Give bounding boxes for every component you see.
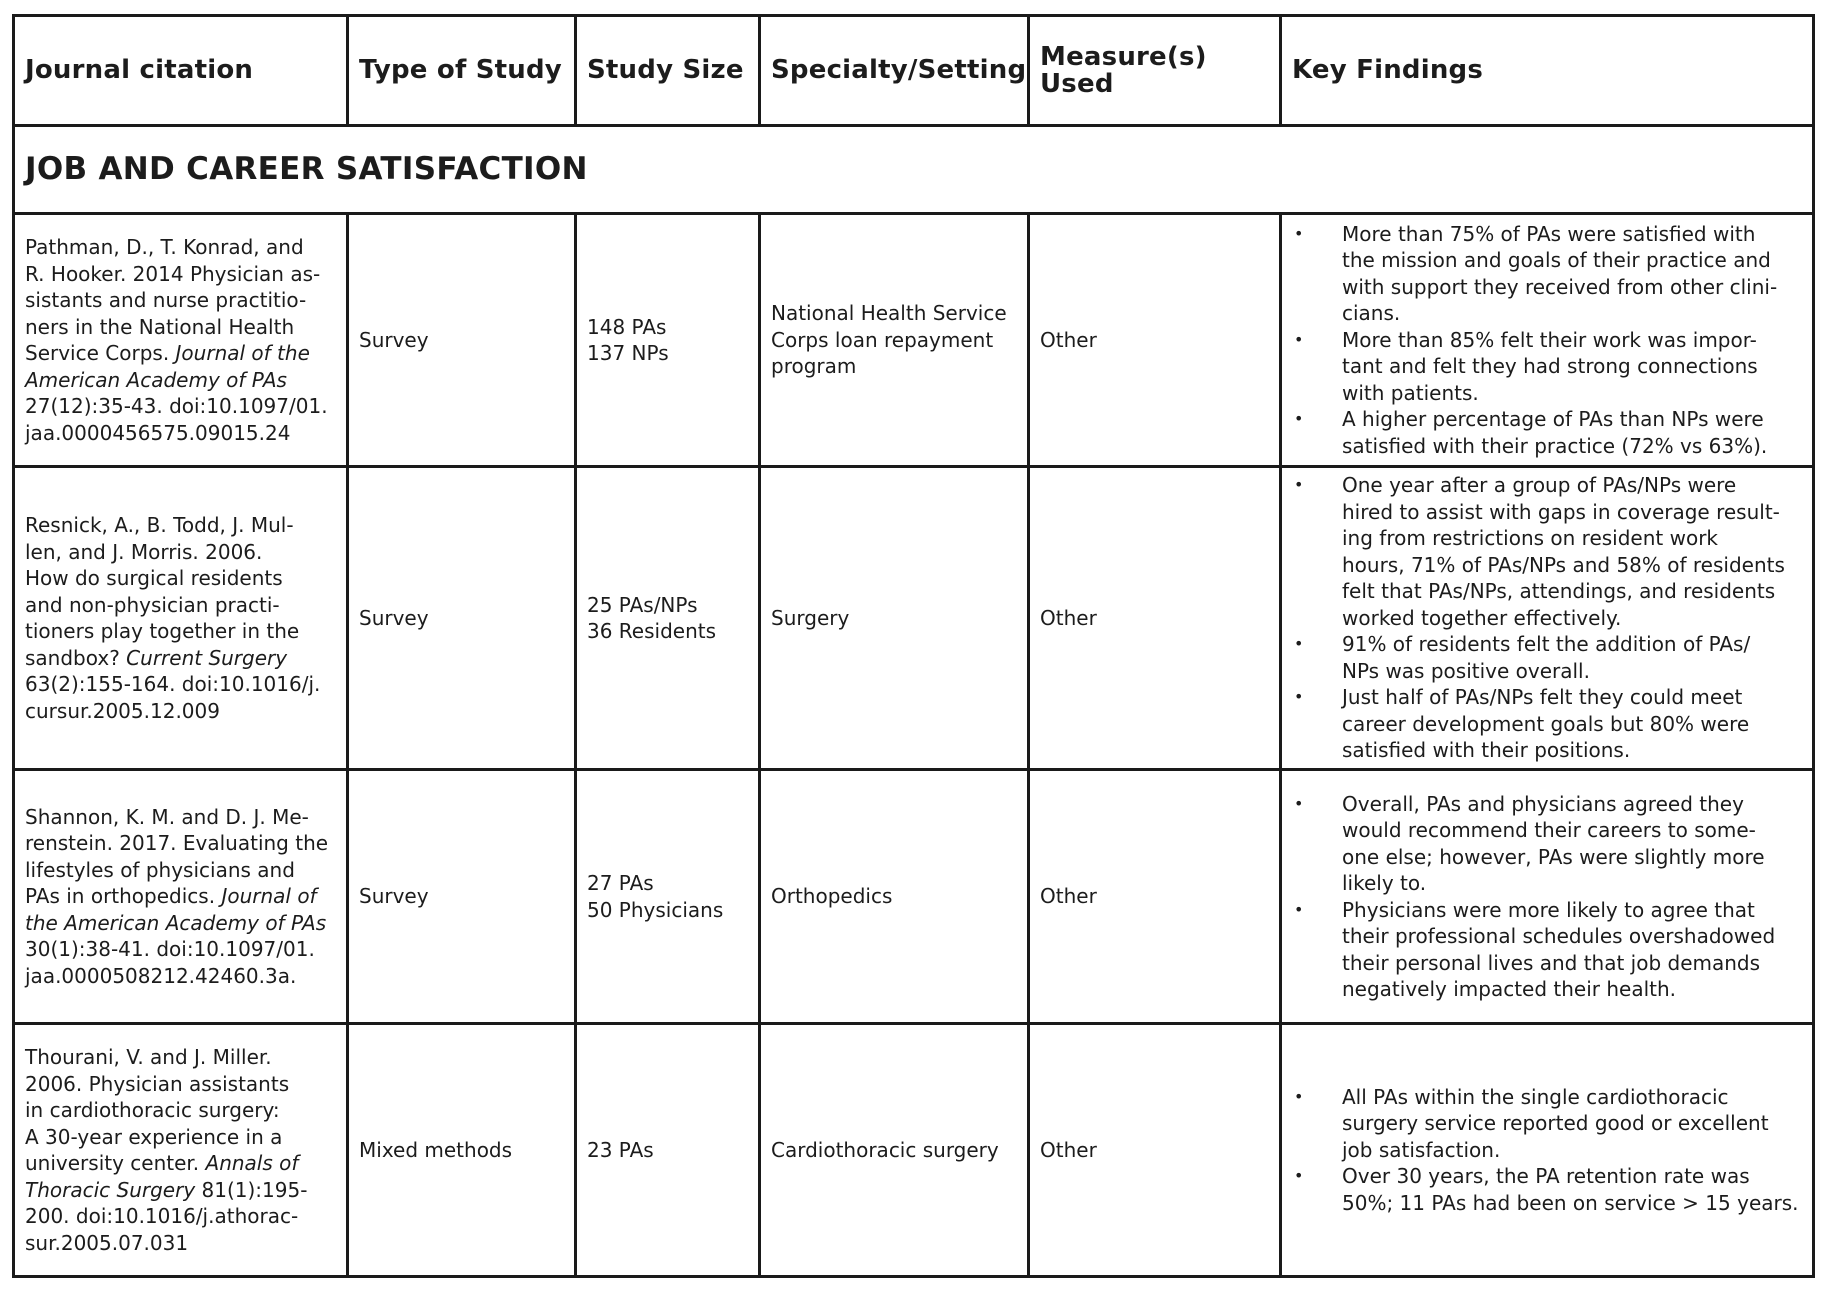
citation-line xyxy=(25,367,336,394)
citation-line: cursur.2005.12.009 xyxy=(25,698,220,723)
finding-line: surgery service reported good or excellent xyxy=(1342,1111,1769,1136)
citation-line: Thourani, V. and J. Miller. xyxy=(25,1045,272,1069)
citation-line: ners in the National Health xyxy=(25,314,295,339)
citation-journal: Thoracic Surgery xyxy=(25,1177,196,1202)
citation-journal: Journal of the xyxy=(175,341,310,365)
study-size-cell xyxy=(576,214,760,467)
finding-line: • More than 75% of PAs were satisfied with xyxy=(1342,221,1756,246)
key-findings-cell xyxy=(1281,467,1814,770)
finding-line: • More than 85% felt their work was impor- xyxy=(1342,327,1757,352)
citation-line: 30(1):38-41. doi:10.1097/01. xyxy=(25,937,315,962)
measure-cell: Other xyxy=(1029,770,1281,1024)
study-size-line: 27 PAs xyxy=(587,871,654,895)
header-row xyxy=(14,16,1814,126)
citation-text-plain: 81(1):195- xyxy=(195,1177,308,1202)
section-title: JOB AND CAREER SATISFACTION xyxy=(14,126,1814,214)
study-size-line: 25 PAs/NPs xyxy=(587,592,698,617)
citation-journal: Current Surgery xyxy=(126,645,288,670)
table-row xyxy=(14,1024,1814,1277)
citation-text-plain: PAs in orthopedics. xyxy=(25,884,222,909)
finding-line: • A higher percentage of PAs than NPs were xyxy=(1342,407,1764,432)
table-row xyxy=(14,467,1814,770)
citation-line: jaa.0000508212.42460.3a. xyxy=(25,963,297,988)
finding-line: with patients. xyxy=(1342,380,1479,405)
findings-list xyxy=(1292,1084,1802,1217)
citation-text-plain: university center. xyxy=(25,1151,206,1175)
finding-item xyxy=(1292,221,1802,327)
specialty-setting-line: Surgery xyxy=(771,605,850,630)
header-study-size: Study Size xyxy=(576,16,760,126)
citation-line: R. Hooker. 2014 Physician as- xyxy=(25,261,321,286)
citation-line: How do surgical residents xyxy=(25,566,283,590)
specialty-setting-cell xyxy=(760,1024,1029,1277)
specialty-setting-cell xyxy=(760,770,1029,1024)
finding-line: worked together effectively. xyxy=(1342,605,1622,630)
finding-line: • One year after a group of PAs/NPs were xyxy=(1342,473,1737,498)
study-type-cell: Mixed methods xyxy=(348,1024,576,1277)
study-type-cell: Survey xyxy=(348,770,576,1024)
measure-cell: Other xyxy=(1029,467,1281,770)
specialty-setting-line: program xyxy=(771,354,857,379)
study-size-line: 36 Residents xyxy=(587,619,717,643)
finding-item xyxy=(1292,1084,1802,1164)
citation-text xyxy=(25,512,336,724)
key-findings-cell xyxy=(1281,214,1814,467)
finding-line: tant and felt they had strong connections xyxy=(1342,354,1758,379)
study-size-lines xyxy=(587,870,748,923)
finding-line: NPs was positive overall. xyxy=(1342,658,1590,683)
study-size-lines xyxy=(587,592,748,645)
finding-line: their professional schedules overshadowed xyxy=(1342,924,1776,948)
table-row xyxy=(14,214,1814,467)
study-type-cell: Survey xyxy=(348,214,576,467)
citation-line: sistants and nurse practitio- xyxy=(25,288,307,312)
citation-cell xyxy=(14,770,348,1024)
citation-line: Pathman, D., T. Konrad, and xyxy=(25,235,304,259)
specialty-setting-line: National Health Service xyxy=(771,301,1007,326)
citation-line: A 30-year experience in a xyxy=(25,1124,283,1149)
finding-line: job satisfaction. xyxy=(1342,1137,1501,1162)
citation-cell xyxy=(14,214,348,467)
study-size-line: 50 Physicians xyxy=(587,897,724,922)
finding-item xyxy=(1292,1163,1802,1216)
finding-item xyxy=(1292,406,1802,459)
findings-list xyxy=(1292,791,1802,1003)
study-size-lines xyxy=(587,314,748,367)
citation-text xyxy=(25,234,336,446)
finding-line: satisfied with their practice (72% vs 63%). xyxy=(1342,433,1768,458)
citation-text xyxy=(25,804,336,990)
header-journal-citation: Journal citation xyxy=(14,16,348,126)
finding-line: • Overall, PAs and physicians agreed they xyxy=(1342,791,1744,816)
citation-journal: Annals of xyxy=(205,1151,299,1175)
specialty-setting-cell xyxy=(760,214,1029,467)
finding-line: satisfied with their positions. xyxy=(1342,738,1631,763)
measure-cell: Other xyxy=(1029,214,1281,467)
finding-item xyxy=(1292,897,1802,1003)
citation-line: Shannon, K. M. and D. J. Me- xyxy=(25,804,309,829)
citation-cell xyxy=(14,1024,348,1277)
specialty-setting-lines xyxy=(771,300,1017,380)
header-key-findings: Key Findings xyxy=(1281,16,1814,126)
finding-line: likely to. xyxy=(1342,871,1427,895)
citation-line xyxy=(25,910,336,937)
finding-line: their personal lives and that job demands xyxy=(1342,950,1761,975)
study-size-lines xyxy=(587,1137,748,1164)
citation-line: and non-physician practi- xyxy=(25,592,280,617)
header-measures-used: Measure(s) Used xyxy=(1029,16,1281,126)
finding-item xyxy=(1292,791,1802,897)
table-row xyxy=(14,770,1814,1024)
citation-line: 2006. Physician assistants xyxy=(25,1071,290,1096)
finding-line: with support they received from other clini- xyxy=(1342,274,1778,299)
citation-journal: the American Academy of PAs xyxy=(25,910,327,935)
finding-line: • Over 30 years, the PA retention rate was xyxy=(1342,1164,1750,1189)
citation-journal: American Academy of PAs xyxy=(25,367,287,392)
finding-line: ing from restrictions on resident work xyxy=(1342,526,1719,551)
finding-line: hours, 71% of PAs/NPs and 58% of residents xyxy=(1342,552,1785,577)
study-size-cell xyxy=(576,467,760,770)
specialty-setting-lines xyxy=(771,605,1017,632)
finding-item xyxy=(1292,472,1802,631)
key-findings-cell xyxy=(1281,1024,1814,1277)
citation-line: tioners play together in the xyxy=(25,619,300,643)
finding-line: would recommend their careers to some- xyxy=(1342,818,1756,842)
citation-line: Resnick, A., B. Todd, J. Mul- xyxy=(25,513,294,537)
specialty-setting-line: Corps loan repayment xyxy=(771,327,994,352)
citation-cell xyxy=(14,467,348,770)
specialty-setting-cell xyxy=(760,467,1029,770)
studies-table xyxy=(12,14,1815,1278)
finding-line: the mission and goals of their practice and xyxy=(1342,248,1771,273)
citation-line: 200. doi:10.1016/j.athorac- xyxy=(25,1204,299,1228)
finding-line: hired to assist with gaps in coverage result- xyxy=(1342,499,1780,524)
findings-list xyxy=(1292,472,1802,764)
measure-cell: Other xyxy=(1029,1024,1281,1277)
citation-line xyxy=(25,1177,336,1204)
finding-line: • Just half of PAs/NPs felt they could meet xyxy=(1342,685,1743,710)
finding-line: 50%; 11 PAs had been on service > 15 years. xyxy=(1342,1190,1799,1215)
key-findings-cell xyxy=(1281,770,1814,1024)
finding-line: negatively impacted their health. xyxy=(1342,977,1677,1001)
finding-line: • All PAs within the single cardiothoracic xyxy=(1342,1084,1729,1109)
citation-line: lifestyles of physicians and xyxy=(25,857,295,882)
citation-line xyxy=(25,1150,336,1177)
header-type-of-study: Type of Study xyxy=(348,16,576,126)
study-size-line: 148 PAs xyxy=(587,314,667,339)
findings-list xyxy=(1292,221,1802,460)
finding-line: • 91% of residents felt the addition of PAs/ xyxy=(1342,632,1751,657)
finding-item xyxy=(1292,631,1802,684)
citation-line: in cardiothoracic surgery: xyxy=(25,1098,280,1122)
finding-item xyxy=(1292,684,1802,764)
finding-line: career development goals but 80% were xyxy=(1342,711,1750,736)
citation-line: renstein. 2017. Evaluating the xyxy=(25,831,329,856)
citation-line xyxy=(25,645,336,672)
citation-text xyxy=(25,1044,336,1256)
citation-line: 27(12):35-43. doi:10.1097/01. xyxy=(25,394,328,418)
citation-line: jaa.0000456575.09015.24 xyxy=(25,420,291,445)
specialty-setting-line: Orthopedics xyxy=(771,884,893,909)
finding-line: • Physicians were more likely to agree that xyxy=(1342,897,1755,922)
citation-line xyxy=(25,883,336,910)
study-size-line: 23 PAs xyxy=(587,1137,654,1162)
specialty-setting-lines xyxy=(771,1137,1017,1164)
study-size-cell xyxy=(576,770,760,1024)
header-specialty-setting: Specialty/Setting xyxy=(760,16,1029,126)
study-type-cell: Survey xyxy=(348,467,576,770)
section-row xyxy=(14,126,1814,214)
citation-line: len, and J. Morris. 2006. xyxy=(25,539,263,564)
citation-line: 63(2):155-164. doi:10.1016/j. xyxy=(25,672,321,696)
citation-line xyxy=(25,340,336,367)
citation-line: sur.2005.07.031 xyxy=(25,1230,189,1255)
finding-line: felt that PAs/NPs, attendings, and residents xyxy=(1342,579,1776,604)
finding-line: one else; however, PAs were slightly more xyxy=(1342,844,1765,869)
study-size-line: 137 NPs xyxy=(587,341,669,365)
study-size-cell xyxy=(576,1024,760,1277)
finding-line: cians. xyxy=(1342,301,1401,326)
citation-text-plain: sandbox? xyxy=(25,645,127,670)
finding-item xyxy=(1292,327,1802,407)
specialty-setting-lines xyxy=(771,883,1017,910)
citation-text-plain: Service Corps. xyxy=(25,341,176,365)
citation-journal: Journal of xyxy=(221,884,317,909)
specialty-setting-line: Cardiothoracic surgery xyxy=(771,1137,999,1162)
